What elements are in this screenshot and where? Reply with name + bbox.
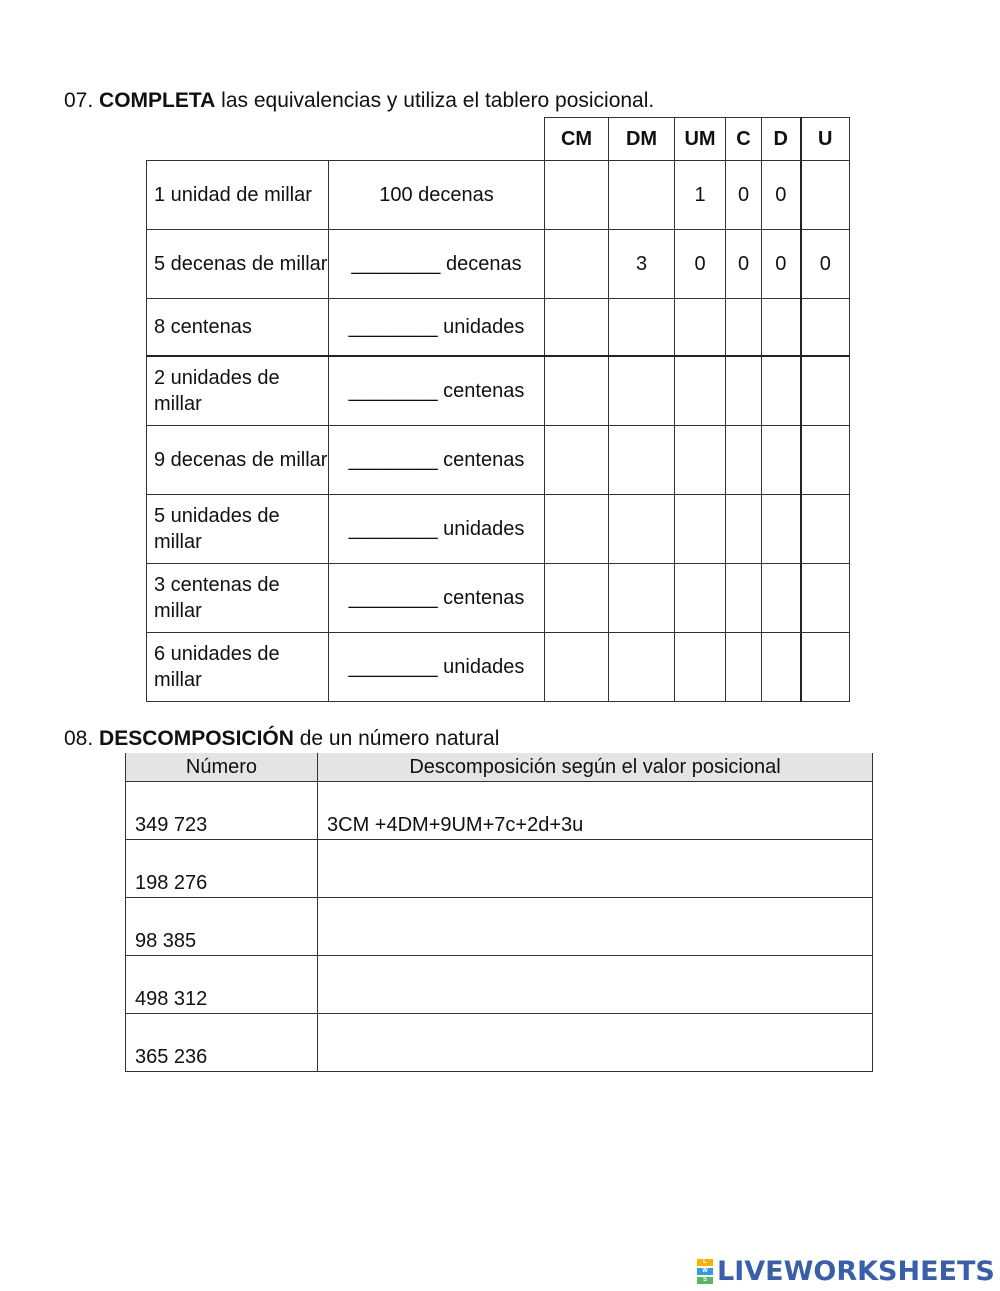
equivalence-row (147, 356, 850, 426)
decomposition-column-header: Descomposición según el valor posicional (318, 753, 873, 782)
place-value-cell[interactable] (762, 299, 801, 357)
number-cell: 365 236 (126, 1014, 318, 1072)
decomposition-row (126, 1014, 873, 1072)
place-value-cell[interactable] (675, 356, 726, 426)
place-value-cell[interactable] (545, 633, 609, 702)
decomposition-row (126, 840, 873, 898)
equivalence-label: 5 unidades de millar (147, 495, 329, 564)
place-value-column-header: D (762, 118, 801, 161)
decomposition-row (126, 898, 873, 956)
place-value-cell[interactable]: 0 (762, 230, 801, 299)
place-value-cell[interactable] (609, 161, 675, 230)
place-value-cell[interactable]: 0 (726, 230, 762, 299)
place-value-cell[interactable] (726, 299, 762, 357)
place-value-cell[interactable] (801, 426, 850, 495)
number-cell: 498 312 (126, 956, 318, 1014)
decomposition-answer-cell[interactable] (318, 898, 873, 956)
place-value-cell[interactable] (545, 161, 609, 230)
place-value-header-row (147, 118, 850, 161)
place-value-cell[interactable] (675, 299, 726, 357)
place-value-cell[interactable] (609, 426, 675, 495)
number-cell: 98 385 (126, 898, 318, 956)
equivalence-label: 8 centenas (147, 299, 329, 357)
equivalence-answer[interactable]: 100 decenas (329, 161, 545, 230)
place-value-column-header: C (726, 118, 762, 161)
section-08-number: 08. (64, 727, 94, 750)
place-value-cell[interactable]: 0 (675, 230, 726, 299)
equivalence-row (147, 299, 850, 357)
equivalence-row (147, 564, 850, 633)
decomposition-table (125, 753, 873, 1072)
place-value-cell[interactable] (675, 426, 726, 495)
place-value-cell[interactable] (801, 299, 850, 357)
number-cell: 198 276 (126, 840, 318, 898)
place-value-cell[interactable]: 3 (609, 230, 675, 299)
equivalence-answer[interactable]: ________ unidades (329, 299, 545, 357)
header-blank-cell (329, 118, 545, 161)
equivalence-row (147, 495, 850, 564)
equivalence-label: 6 unidades de millar (147, 633, 329, 702)
liveworksheets-logo (697, 1256, 995, 1287)
place-value-cell[interactable] (609, 495, 675, 564)
equivalence-label: 1 unidad de millar (147, 161, 329, 230)
place-value-cell[interactable] (545, 495, 609, 564)
place-value-cell[interactable] (545, 426, 609, 495)
place-value-cell[interactable] (609, 564, 675, 633)
section-07-heading (64, 89, 654, 113)
place-value-cell[interactable] (545, 230, 609, 299)
place-value-cell[interactable] (545, 356, 609, 426)
place-value-cell[interactable] (726, 495, 762, 564)
decomposition-answer-cell[interactable] (318, 1014, 873, 1072)
equivalence-answer[interactable]: ________ centenas (329, 426, 545, 495)
place-value-cell[interactable] (609, 356, 675, 426)
place-value-cell[interactable] (762, 426, 801, 495)
place-value-cell[interactable]: 0 (801, 230, 850, 299)
place-value-cell[interactable] (726, 356, 762, 426)
place-value-cell[interactable]: 0 (726, 161, 762, 230)
logo-mark-letter: W (697, 1268, 713, 1275)
place-value-cell[interactable]: 0 (762, 161, 801, 230)
decomposition-row (126, 956, 873, 1014)
decomposition-answer-cell[interactable]: 3CM +4DM+9UM+7c+2d+3u (318, 782, 873, 840)
equivalence-answer[interactable]: ________ centenas (329, 356, 545, 426)
place-value-cell[interactable]: 1 (675, 161, 726, 230)
equivalence-answer[interactable]: ________ unidades (329, 495, 545, 564)
decomposition-header-row (126, 753, 873, 782)
equivalence-answer[interactable]: ________ unidades (329, 633, 545, 702)
place-value-column-header: CM (545, 118, 609, 161)
section-07-number: 07. (64, 89, 94, 112)
place-value-cell[interactable] (675, 633, 726, 702)
place-value-cell[interactable] (762, 564, 801, 633)
equivalence-label: 3 centenas de millar (147, 564, 329, 633)
place-value-cell[interactable] (726, 633, 762, 702)
section-08-instruction: de un número natural (293, 727, 500, 750)
place-value-column-header: DM (609, 118, 675, 161)
place-value-cell[interactable] (726, 426, 762, 495)
number-cell: 349 723 (126, 782, 318, 840)
header-blank-cell (147, 118, 329, 161)
place-value-cell[interactable] (726, 564, 762, 633)
section-08-heading (64, 727, 499, 751)
decomposition-column-header: Número (126, 753, 318, 782)
section-07-bold-word: COMPLETA (99, 89, 216, 112)
logo-mark-letter: L (697, 1259, 713, 1266)
place-value-cell[interactable] (801, 161, 850, 230)
place-value-cell[interactable] (801, 495, 850, 564)
place-value-table (146, 117, 850, 702)
place-value-column-header: U (801, 118, 850, 161)
place-value-column-header: UM (675, 118, 726, 161)
place-value-cell[interactable] (801, 633, 850, 702)
equivalence-label: 5 decenas de millar (147, 230, 329, 299)
place-value-cell[interactable] (609, 633, 675, 702)
equivalence-answer[interactable]: ________ centenas (329, 564, 545, 633)
equivalence-row (147, 426, 850, 495)
logo-text: LIVEWORKSHEETS (717, 1256, 995, 1287)
place-value-cell[interactable] (675, 495, 726, 564)
place-value-cell[interactable] (545, 299, 609, 357)
equivalence-row (147, 161, 850, 230)
section-07-instruction: las equivalencias y utiliza el tablero posicional. (215, 89, 655, 112)
place-value-cell[interactable] (609, 299, 675, 357)
logo-mark-letter: S (697, 1277, 713, 1284)
equivalence-answer[interactable]: ________ decenas (329, 230, 545, 299)
decomposition-answer-cell[interactable] (318, 840, 873, 898)
decomposition-answer-cell[interactable] (318, 956, 873, 1014)
place-value-cell[interactable] (762, 356, 801, 426)
place-value-cell[interactable] (762, 633, 801, 702)
place-value-cell[interactable] (801, 356, 850, 426)
equivalence-label: 2 unidades de millar (147, 356, 329, 426)
place-value-cell[interactable] (675, 564, 726, 633)
equivalence-row (147, 230, 850, 299)
place-value-cell[interactable] (762, 495, 801, 564)
logo-mark-icon (697, 1259, 713, 1284)
equivalence-row (147, 633, 850, 702)
place-value-cell[interactable] (545, 564, 609, 633)
place-value-cell[interactable] (801, 564, 850, 633)
equivalence-label: 9 decenas de millar (147, 426, 329, 495)
decomposition-row (126, 782, 873, 840)
section-08-bold-word: DESCOMPOSICIÓN (99, 727, 294, 750)
